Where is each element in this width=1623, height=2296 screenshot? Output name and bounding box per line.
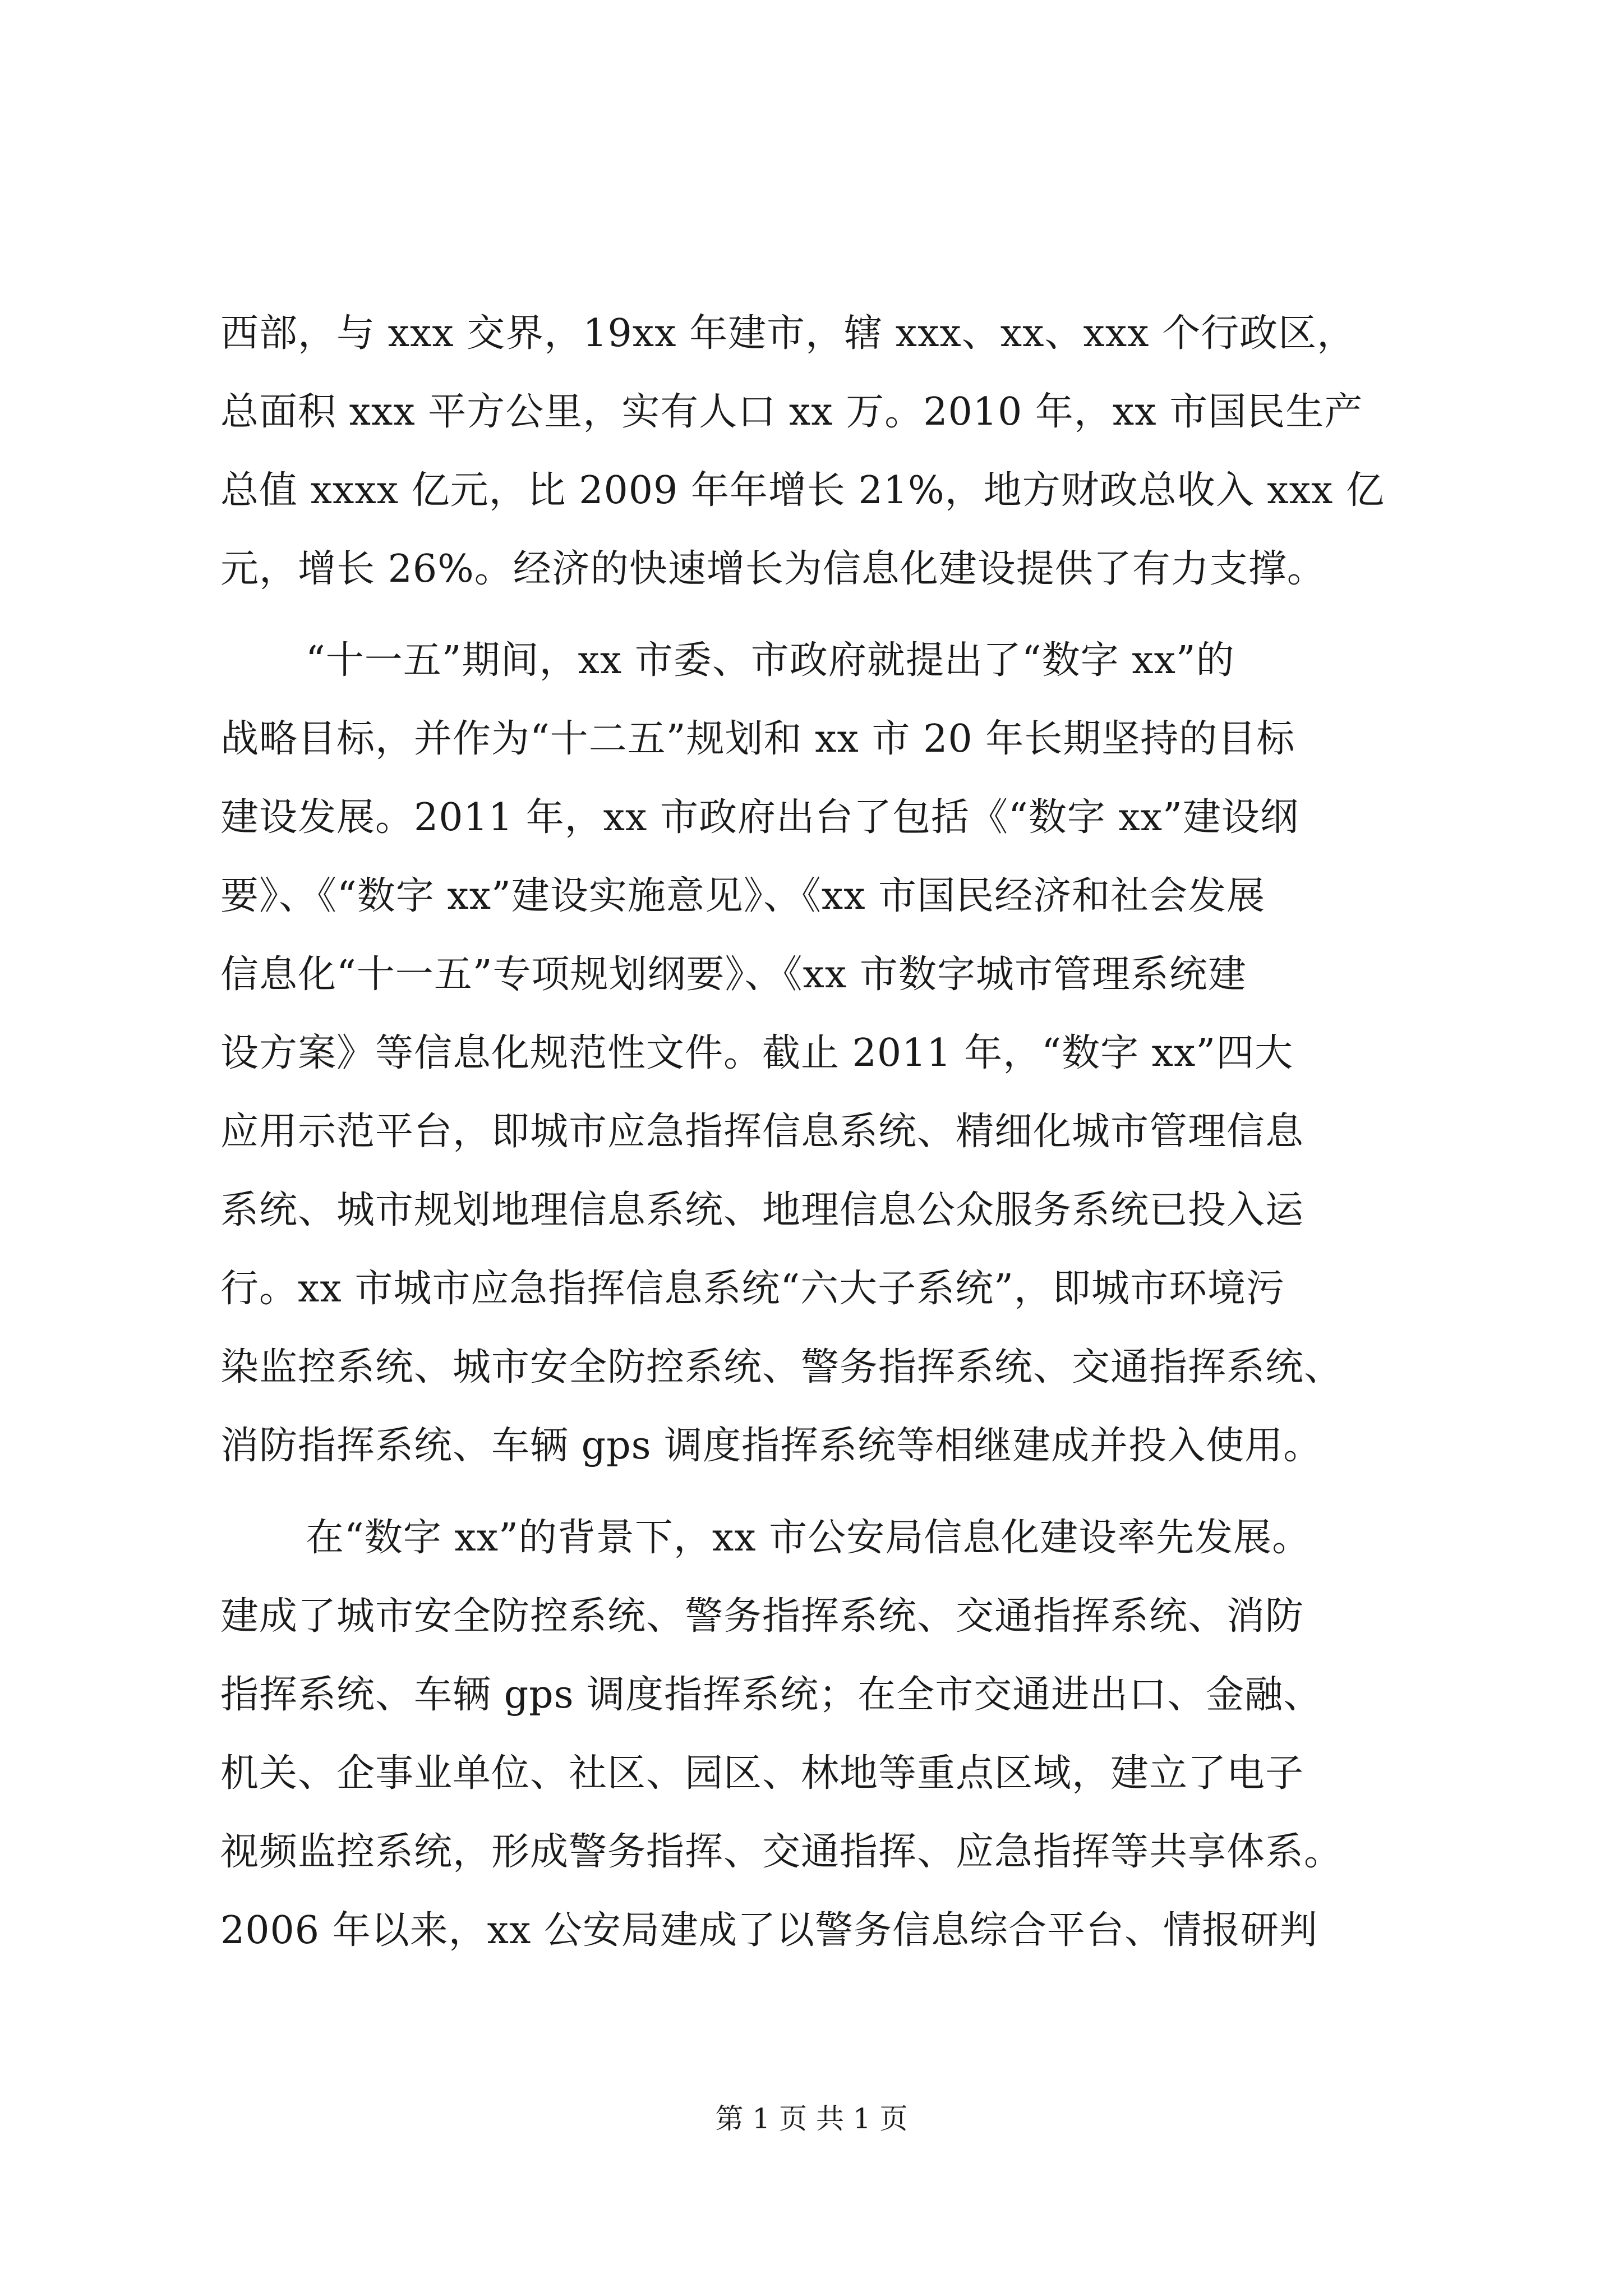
text-line: 指挥系统、车辆 gps 调度指挥系统；在全市交通进出口、金融、: [220, 1673, 1322, 1717]
text-line: 西部，与 xxx 交界，19xx 年建市，辖 xxx、xx、xxx 个行政区，: [220, 311, 1356, 356]
text-line: 信息化“十一五”专项规划纲要》、《xx 市数字城市管理系统建: [220, 953, 1247, 997]
text-line: 建设发展。2011 年，xx 市政府出台了包括《“数字 xx”建设纲: [220, 795, 1299, 840]
text-line: 要》、《“数字 xx”建设实施意见》、《xx 市国民经济和社会发展: [220, 874, 1266, 918]
text-line: 设方案》等信息化规范性文件。截止 2011 年，“数字 xx”四大: [220, 1031, 1294, 1075]
text-line: 消防指挥系统、车辆 gps 调度指挥系统等相继建成并投入使用。: [220, 1424, 1322, 1468]
text-line: 2006 年以来，xx 公安局建成了以警务信息综合平台、情报研判: [220, 1908, 1318, 1953]
text-line: 总面积 xxx 平方公里，实有人口 xx 万。2010 年，xx 市国民生产: [220, 390, 1363, 434]
page-number-footer: 第 1 页 共 1 页: [715, 2102, 908, 2135]
text-line: 在“数字 xx”的背景下，xx 市公安局信息化建设率先发展。: [306, 1516, 1311, 1560]
text-line: “十一五”期间，xx 市委、市政府就提出了“数字 xx”的: [306, 638, 1235, 683]
text-line: 行。xx 市城市应急指挥信息系统“六大子系统”，即城市环境污: [220, 1267, 1285, 1311]
text-line: 元，增长 26%。经济的快速增长为信息化建设提供了有力支撑。: [220, 547, 1326, 591]
text-line: 染监控系统、城市安全防控系统、警务指挥系统、交通指挥系统、: [220, 1345, 1343, 1389]
text-line: 系统、城市规划地理信息系统、地理信息公众服务系统已投入运: [220, 1188, 1304, 1232]
text-line: 建成了城市安全防控系统、警务指挥系统、交通指挥系统、消防: [220, 1594, 1304, 1639]
text-line: 总值 xxxx 亿元，比 2009 年年增长 21%，地方财政总收入 xxx 亿: [220, 468, 1385, 513]
text-line: 视频监控系统，形成警务指挥、交通指挥、应急指挥等共享体系。: [220, 1830, 1343, 1874]
text-line: 机关、企事业单位、社区、园区、林地等重点区域，建立了电子: [220, 1751, 1304, 1796]
text-line: 应用示范平台，即城市应急指挥信息系统、精细化城市管理信息: [220, 1110, 1304, 1154]
text-line: 战略目标，并作为“十二五”规划和 xx 市 20 年长期坚持的目标: [220, 717, 1295, 761]
